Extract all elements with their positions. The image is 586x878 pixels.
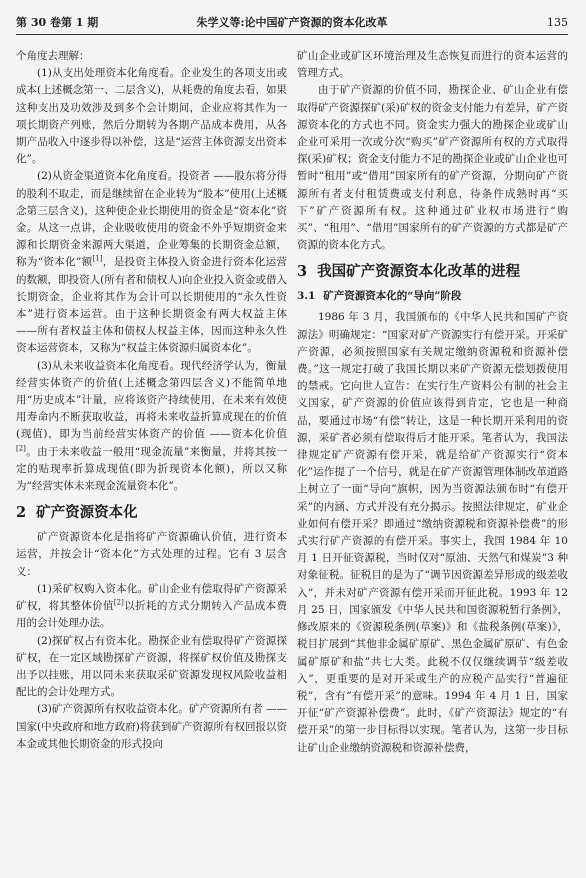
paragraph: (1)从支出处理资本化角度看。企业发生的各项支出或成本(上述概念第一、二层含义)，从耗费的角度去看，如果这种支出及功效涉及到多个会计期间，企业应将其作为一项长期资产列账，然后分期转为各期产品成本费用，从各期产品收入中逐步得以补偿，这是“运营主体资源支出资本化”。: [16, 67, 287, 166]
paragraph: 由于矿产资源的价值不同，勘探企业、矿山企业有偿取得矿产资源探矿(采)矿权的资金支付能力有差异，矿产资源资本化的方式也不同。资金实力强大的勘探企业或矿山企业可采用一次或分次“购买”矿产资源所有权的方式取得探(采)矿权；资金支付能力不足的勘探企业或矿山企业也可暂时“租用”或“借用”国家所有的矿产资源，分期向矿产资源所有者支付租赁费或支付利息，待条件成熟时再“买下”矿产资源所有权。这种通过矿业权市场进行“购买”、“租用”、“借用”国家所有的矿产资源的方式都是矿产资源的资本化方式。: [297, 84, 568, 252]
paragraph: 1986 年 3 月，我国颁布的《中华人民共和国矿产资源法》明确规定：“国家对矿产资源实行有偿开采。开采矿产资源，必须按照国家有关规定缴纳资源税和资源补偿费。”这一规定打破了我国长期以来矿产资源无偿划拨使用的禁戒。它向世人宣告：在实行生产资料公有制的社会主义国家，矿产资源的价值应该得到肯定，它也是一种商品，要通过市场“有偿”转让，这是一种长期开采利用的资源，采矿者必须有偿取得后才能开采。笔者认为，我国法律规定矿产资源有偿开采，就是给矿产资源实行“资本化”运作提了一个信号，就是在矿产资源管理体制改革道路上树立了一面“导向”旗帜，因为当资源法颁布时“有偿开采”的内涵、方式并没有充分揭示。按照法律规定，矿业企业如何有偿开采？即通过“缴纳资源税和资源补偿费”的形式实行矿产资源的有偿开采。事实上，我国 1984 年 10 月 1 日开征资源税，当时仅对“原油、天然气和煤炭”3 种对象征税。征税目的是为了“调节因资源差异形成的级差收入”，并未对矿产资源有偿开采而开征此税。1993 年 12 月 25 日，国家颁发《中华人民共和国资源税暂行条例》，修改原来的《资源税条例(草案)》和《盐税条例(草案)》，税目扩展到“其他非金属矿原矿、黑色金属矿原矿、有色金属矿原矿和盐”共七大类。此税不仅仅继续调节“级差收入”，更重要的是对开采或生产的应税产品实行“普遍征税”，含有“有偿开采”的意味。1994 年 4 月 1 日，国家开征“矿产资源补偿费”。此时，《矿产资源法》规定的“有偿开采”的第一步目标得以实现。笔者认为，这第一步目标让矿山企业缴纳资源税和资源补偿费，: [297, 311, 568, 754]
section-heading: [16, 503, 287, 523]
paragraph: [16, 358, 287, 496]
paragraph: 个角度去理解：: [16, 50, 90, 62]
body-columns: [16, 48, 568, 872]
paragraph: (2)探矿权占有资本化。勘探企业有偿取得矿产资源探矿权，在一定区域勘探矿产资源，将探矿权价值及勘探支出予以挂账，用以同未来获取采矿资源发现权风险收益相配比的会计处理方式。: [16, 634, 287, 699]
citation-marker: [2]: [113, 598, 124, 607]
running-header: [16, 12, 568, 35]
paragraph-text: 。由于未来收益一般用“现金流量”来衡量，并将其按一定的贴现率折算成现值(即为折现资本化额)，所以又称为“经营实体未来现金流量资本化”。: [16, 445, 287, 493]
paragraph: 矿产资源资本化是指将矿产资源确认价值，进行资本运营，并按会计“资本化”方式处理的过程。它有 3 层含义：: [16, 531, 287, 578]
paragraph: (3)矿产资源所有权收益资本化。矿产资源所有者 ——国家(中央政府和地方政府)将获到矿产资源所有权回报以资本金或其他长期资金的形式投向: [16, 703, 287, 750]
paragraph-text: (1)采矿权购入资本化。矿山企业有偿取得矿产资源采矿权，将其整体价值: [16, 582, 287, 613]
journal-issue: 第 30 卷第 1 期: [16, 16, 99, 29]
subsection-title: 矿产资源资本化的“导向”阶段: [323, 290, 462, 303]
left-column: [16, 48, 287, 872]
section-number: 3: [297, 263, 308, 281]
subsection-heading: [297, 288, 568, 305]
paragraph: [16, 168, 287, 357]
subsection-number: 3.1: [297, 290, 316, 303]
citation-marker: [1]: [92, 254, 103, 263]
section-heading: [297, 262, 568, 282]
section-number: 2: [16, 504, 27, 522]
paragraph-text: (3)从未来收益资本化角度看。现代经济学认为，衡量经营实体资产的价值(上述概念第四层含义)不能简单地用“历史成本”计量，应将该资产持续使用，在未来有效使用寿命内不断获取收益，再将未来收益折算成现在的价值(现值)，即为当前经营实体资产的价值 ——资本化价值: [16, 359, 287, 441]
paragraph: 矿山企业或矿区环境治理及生态恢复而进行的资本运营的管理方式。: [297, 50, 568, 80]
section-title: 矿产资源资本化: [36, 504, 138, 522]
right-column: [297, 48, 568, 872]
citation-marker: [2]: [16, 444, 26, 453]
paragraph-text: ，是投资主体投入资金进行资本化运营的数额，即投资人(所有者和债权人)向企业投入资金或借入长期资金，企业将其作为会计可以长期使用的“永久性资本”进行资本运营。由于这种长期资金有两大权益主体 ——所有者权益主体和债权人权益主体，因而这种永久性资本运营资本，又称为“权益主体资源归属资本化”。: [16, 256, 287, 355]
paragraph: [16, 581, 287, 633]
paragraph-text: 以折耗的方式分期转入产品成本费用的会计处理办法。: [16, 600, 287, 630]
section-title: 我国矿产资源资本化改革的进程: [317, 263, 521, 281]
paragraph-text: (2)从资金渠道资本化角度看。投资者 ——股东将分得的股利不取走，而是继续留在企业转为“股本”使用(上述概念第三层含义)，这种使企业长期使用的资金是“资本化”资金。从这一点讲，企业吸收使用的资金不外乎短期资金来源和长期资金来源两大渠道，企业筹集的长期资金总额，称为“资本化”额: [16, 170, 287, 269]
article-running-title: 朱学义等:论中国矿产资源的资本化改革: [196, 16, 388, 29]
page-number: 135: [547, 16, 568, 29]
